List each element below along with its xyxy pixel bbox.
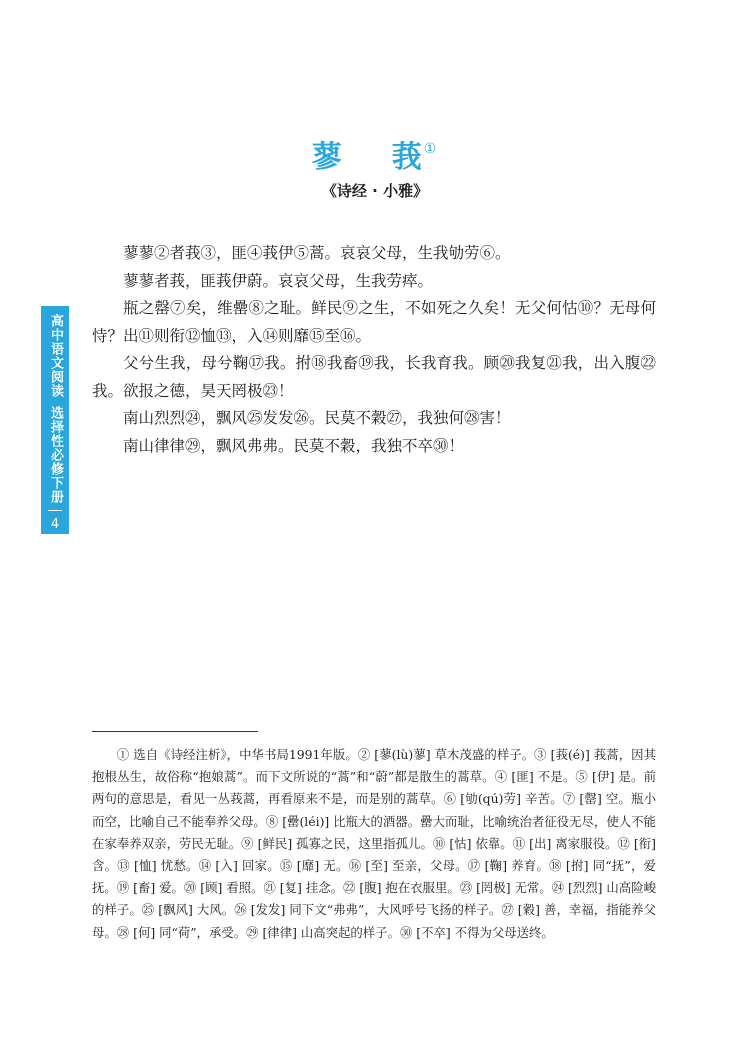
title-char-1: 蓼 xyxy=(311,140,344,175)
footnote-text: ① 选自《诗经注析》，中华书局1991年版。② [蓼(lù)蓼] 草木茂盛的样子。③ [莪(é)] 莪蒿，因其抱根丛生，故俗称“抱娘蒿”。而下文所说的“蒿”和“蔚”都是散生的蒿草。④ [匪] 不是。⑤ [伊] 是。前两句的意思是，看见一丛莪蒿，再看原来不是，而是别的蒿草。⑥ [劬(qú)劳] 辛苦。⑦ [罄] 空。瓶小而空，比喻自己不能奉养父母。⑧ [罍(léi)] 比瓶大的酒器。罍大而耻，比喻统治者征役无尽，使人不能在家奉养双亲，劳民无耻。⑨ [鲜民] 孤寡之民，这里指孤儿。⑩ [怙] 依靠。⑪ [出] 离家服役。⑫ [衔] 含。⑬ [恤] 忧愁。⑭ [入] 回家。⑮ [靡] 无。⑯ [至] 至亲，父母。⑰ [鞠] 养育。⑱ [拊] 同“抚”，爱抚。⑲ [畜] 爱。⑳ [顾] 看照。㉑ [复] 挂念。㉒ [腹] 抱在衣服里。㉓ [罔极] 无常。㉔ [烈烈] 山高险峻的样子。㉕ [飘风] 大风。㉖ [发发] 同下文“弗弗”，大风呼号飞扬的样子。㉗ [穀] 善，幸福，指能养父母。㉘ [何] 同“荷”，承受。㉙ [律律] 山高突起的样子。㉚ [不卒] 不得为父母送终。 xyxy=(92,747,656,940)
poem-body xyxy=(92,240,656,460)
side-tab xyxy=(41,306,69,534)
page-number: 4 xyxy=(50,517,60,532)
poem-stanza-3: 瓶之罄⑦矣，维罍⑧之耻。鲜民⑨之生，不如死之久矣！无父何怙⑩？无母何恃？出⑪则衔⑫恤⑬，入⑭则靡⑮至⑯。 xyxy=(92,299,656,345)
poem-stanza-6: 南山律律㉙，飘风弗弗。民莫不穀，我独不卒㉚！ xyxy=(123,436,465,455)
title-footnote-mark: ① xyxy=(423,141,439,157)
title-char-2: 莪 xyxy=(391,140,424,175)
poem-stanza-2: 蓼蓼者莪，匪莪伊蔚。哀哀父母，生我劳瘁。 xyxy=(123,271,434,290)
source-subtitle: 《诗经 · 小雅》 xyxy=(321,182,429,200)
footnotes xyxy=(92,744,656,944)
side-tab-divider xyxy=(48,510,62,511)
poem-stanza-4: 父兮生我，母兮鞠⑰我。拊⑱我畜⑲我，长我育我。顾⑳我复㉑我，出入腹㉒我。欲报之德，昊天罔极㉓！ xyxy=(92,354,656,400)
page-title xyxy=(0,132,750,176)
side-tab-volume: 选择性必修下册 xyxy=(48,406,63,504)
poem-stanza-5: 南山烈烈㉔，飘风㉕发发㉖。民莫不穀㉗，我独何㉘害！ xyxy=(123,409,511,427)
footnote-rule xyxy=(92,731,258,732)
poem-stanza-1: 蓼蓼②者莪③，匪④莪伊⑤蒿。哀哀父母，生我劬劳⑥。 xyxy=(123,244,511,262)
side-tab-book: 高中语文阅读 xyxy=(48,314,63,398)
